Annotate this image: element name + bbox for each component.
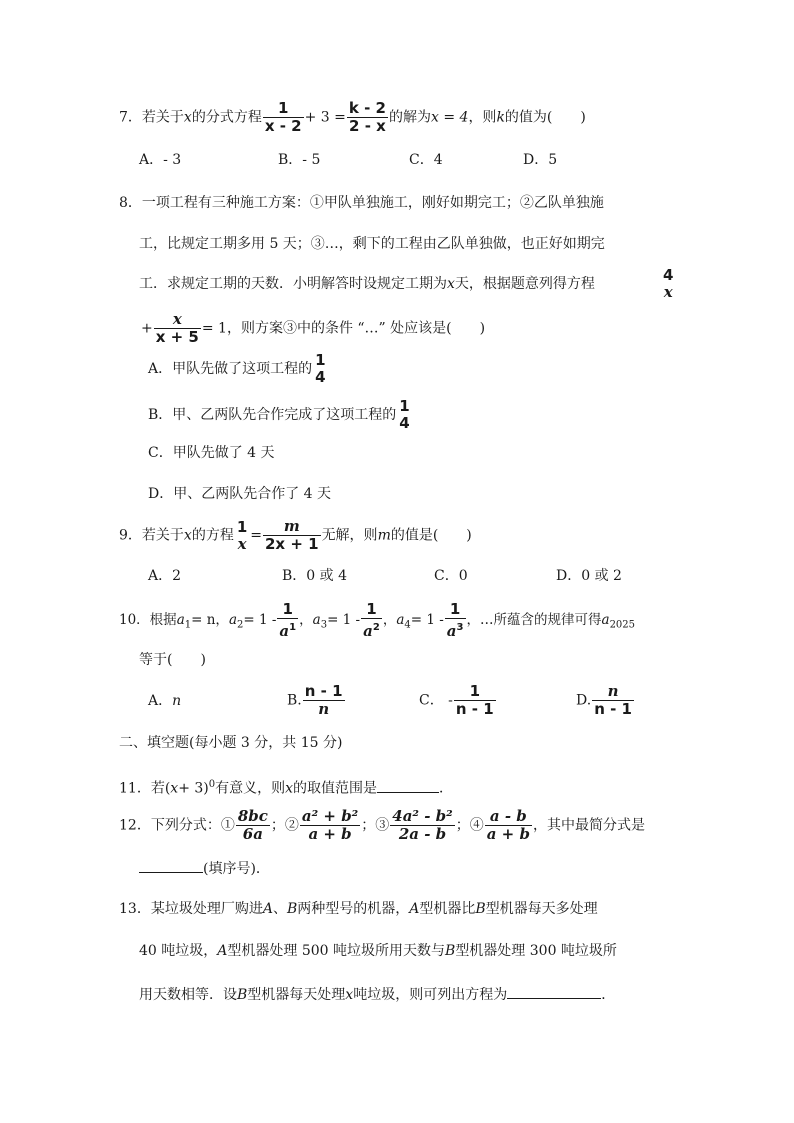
q9-fraction-2: $\frac{m}{2x + 1}$: [265, 517, 319, 553]
q12-line-2: (填序号)．: [139, 858, 270, 878]
q8-fraction-4-over-x: 4 x: [663, 266, 674, 301]
q9-stem: 9．若关于x的方程 1 x = $\frac{m}{2x + 1}$ 无解，则m的值是( ): [119, 517, 472, 553]
q8-line-1: 8．一项工程有三种施工方案：①甲队单独施工，刚好如期完工；②乙队单独施: [119, 195, 604, 211]
q9-fraction-1: 1 x: [236, 517, 248, 553]
q10-fraction-1: $\frac{1}{a^1}$: [279, 600, 297, 640]
q9-option-b[interactable]: B．0 或 4: [282, 568, 348, 584]
q7-fraction-1: $\frac{1}{x - 2}$: [264, 99, 302, 135]
q8-line-3: 工．求规定工期的天数．小明解答时设规定工期为x天，根据题意列得方程: [139, 276, 595, 292]
q10-line-2: 等于( ): [139, 652, 206, 668]
q7-option-d[interactable]: D．5: [523, 152, 558, 168]
q11-answer-blank[interactable]: [377, 778, 439, 793]
q8-option-c[interactable]: C．甲队先做了 4 天: [148, 445, 275, 461]
q10-option-c[interactable]: C． - $\frac{1}{n - 1}$: [419, 682, 494, 718]
q8-option-d[interactable]: D．甲、乙两队先合作了 4 天: [148, 486, 332, 502]
q12-answer-blank[interactable]: [139, 858, 203, 873]
q12-fraction-1: $\frac{8bc}{6a}$: [237, 807, 268, 843]
q8-option-b[interactable]: B．甲、乙两队先合作完成了这项工程的 1 4: [148, 397, 410, 432]
q7-option-b[interactable]: B．- 5: [278, 152, 321, 168]
q13-line-2: 40 吨垃圾，A型机器处理 500 吨垃圾所用天数与B型机器处理 300 吨垃圾所: [139, 943, 617, 959]
q8-line-2: 工，比规定工期多用 5 天；③…，剩下的工程由乙队单独做，也正好如期完: [139, 236, 605, 252]
q13-line-3: 用天数相等．设B型机器每天处理x吨垃圾，则可列出方程为 ．: [139, 984, 615, 1004]
q13-answer-blank[interactable]: [507, 984, 601, 999]
section-heading-fill-in: 二、填空题(每小题 3 分，共 15 分): [119, 735, 343, 751]
q7-option-c[interactable]: C．4: [409, 152, 443, 168]
q7-stem: 7．若关于x的分式方程 $\frac{1}{x - 2}$ + 3 = $\frac{k - 2}{2 - x}$ 的解为x = 4，则k的值为( ): [119, 99, 586, 135]
q8-fraction-x-over-x5: $\frac{x}{x + 5}$: [155, 310, 199, 346]
q10-fraction-2: $\frac{1}{a^2}$: [363, 600, 380, 640]
q8-option-a[interactable]: A．甲队先做了这项工程的 1 4: [148, 351, 326, 386]
q9-option-d[interactable]: D．0 或 2: [556, 568, 622, 584]
q10-fraction-3: $\frac{1}{a^3}$: [446, 600, 464, 640]
q10-option-b[interactable]: B. $\frac{n - 1}{n}$: [287, 682, 343, 718]
q12-fraction-4: $\frac{a - b}{a + b}$: [486, 807, 530, 843]
q8-line-4: + $\frac{x}{x + 5}$ = 1，则方案③中的条件 “…” 处应该是( ): [141, 310, 486, 346]
q12-fraction-3: $\frac{\text{4a² - b²}}{2a - b}$: [392, 807, 453, 843]
q12-fraction-2: $\frac{\text{a² + b²}}{a + b}$: [301, 807, 359, 843]
q9-option-a[interactable]: A．2: [148, 568, 182, 584]
q10-option-a[interactable]: A．n: [148, 693, 182, 709]
q7-option-a[interactable]: A．- 3: [139, 152, 182, 168]
q11-stem: 11．若$(x+ 3)^0$有意义，则x的取值范围是 ．: [119, 779, 454, 797]
q9-option-c[interactable]: C．0: [434, 568, 468, 584]
q7-fraction-2: $\frac{k - 2}{2 - x}$: [348, 99, 386, 135]
q12-stem: 12．下列分式：① $\frac{8bc}{6a}$ ；② $\frac{\text{a² + b²}}{a + b}$ ；③ $\frac{\text{4a² - b²}}{2a - b}$ ；④ $\frac{a - b}{a + b}$ ，其中最简分式是: [119, 807, 645, 843]
q10-option-d[interactable]: D. $\frac{n}{n - 1}$: [576, 682, 632, 718]
q10-stem: 10．根据$a_1= n$，$a_2= 1$ - $\frac{1}{a^1}$ ，$a_3= 1$ - $\frac{1}{a^2}$ ，$a_4= 1$ - $\frac{1}{a^3}$ ，…所蕴含的规律可得$a_{2025}$: [119, 600, 636, 640]
q13-line-1: 13．某垃圾处理厂购进A、B两种型号的机器，A型机器比B型机器每天多处理: [119, 901, 598, 917]
